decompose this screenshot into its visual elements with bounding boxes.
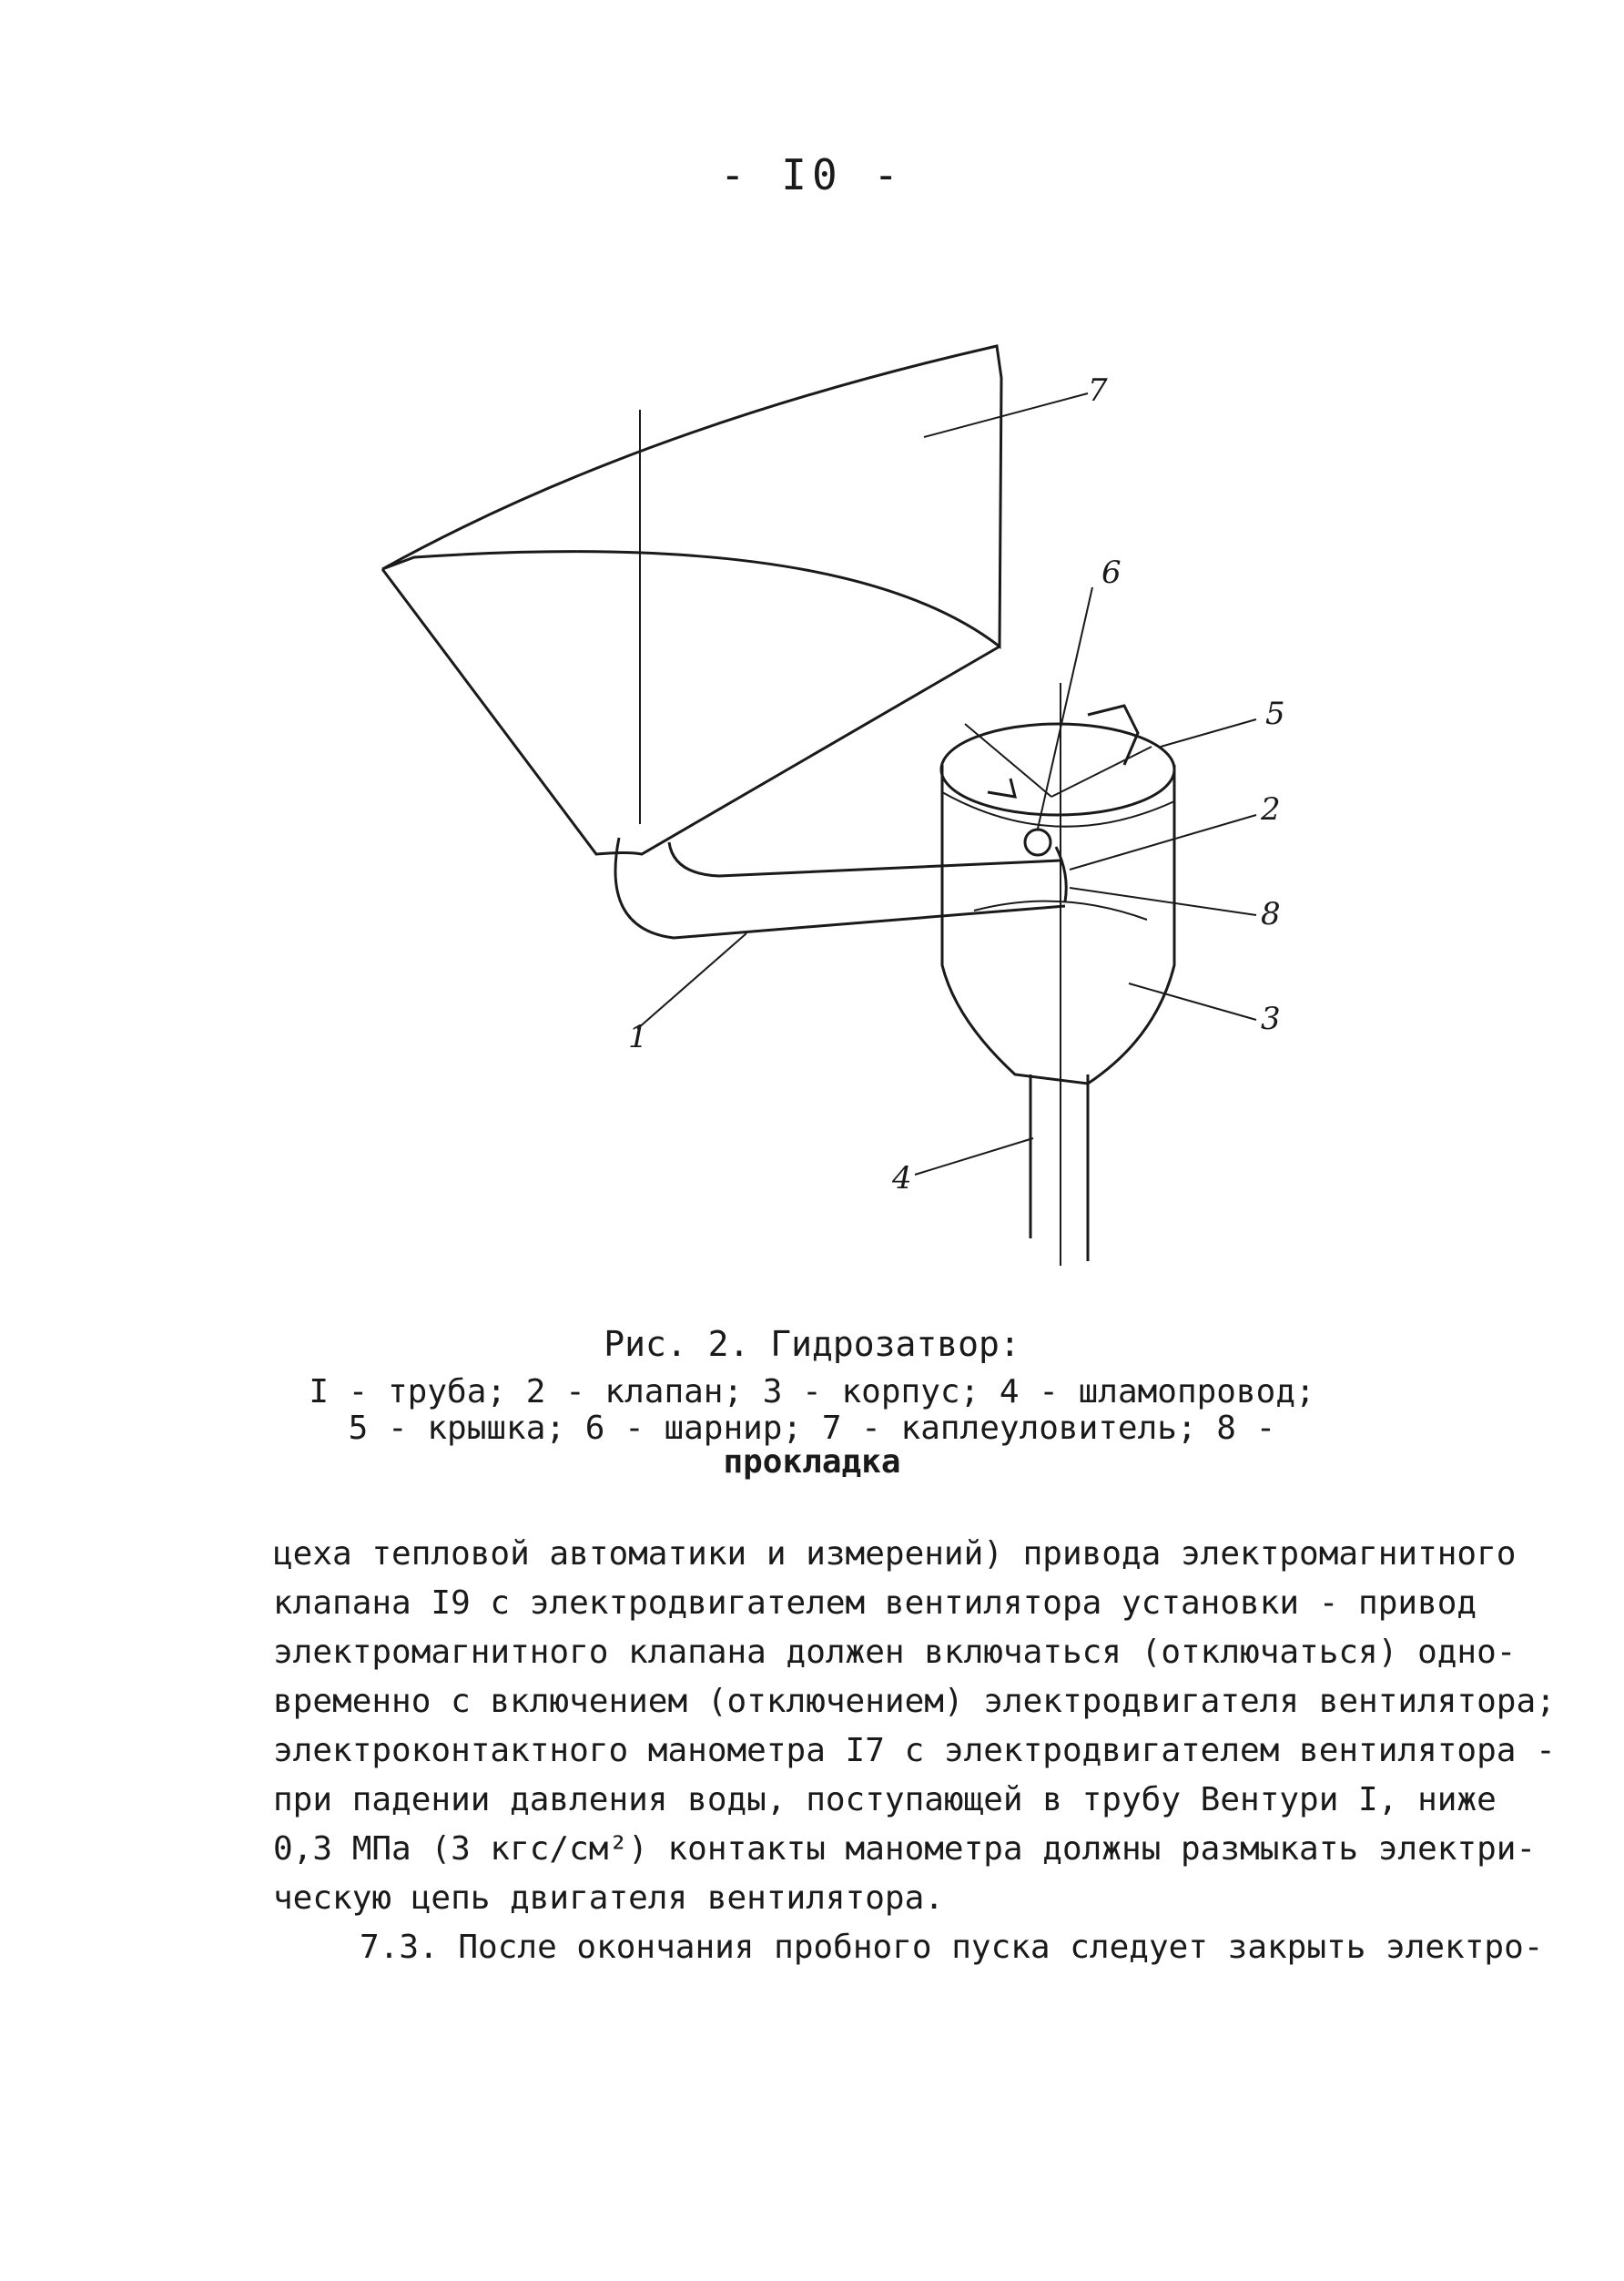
- figure-caption-line: 5 - крышка; 6 - шарнир; 7 - каплеуловитель; 8 -: [348, 1410, 1276, 1447]
- body-line: 7.3. После окончания пробного пуска следует закрыть электро-: [360, 1929, 1544, 1966]
- label-7: 7: [1088, 372, 1108, 409]
- body-line: цеха тепловой автоматики и измерений) привода электромагнитного: [273, 1535, 1517, 1573]
- label-6: 6: [1101, 555, 1122, 591]
- body-line: ческую цепь двигателя вентилятора.: [273, 1879, 944, 1917]
- figure-caption-line: прокладка: [723, 1443, 901, 1481]
- label-2: 2: [1261, 791, 1281, 828]
- body-line: при падении давления воды, поступающей в трубу Вентури I, ниже: [273, 1781, 1497, 1818]
- body-line: 0,3 МПа (3 кгс/см²) контакты манометра должны размыкать электри-: [273, 1830, 1537, 1868]
- body-line: электромагнитного клапана должен включаться (отключаться) одно-: [273, 1634, 1517, 1671]
- hydraulic-seal-figure: [346, 328, 1393, 1293]
- body-line: электроконтактного манометра I7 с электродвигателем вентилятора -: [273, 1732, 1556, 1769]
- body-line: клапана I9 с электродвигателем вентилятора установки - привод: [273, 1584, 1477, 1622]
- label-3: 3: [1261, 1001, 1281, 1037]
- label-8: 8: [1261, 896, 1281, 932]
- label-5: 5: [1265, 696, 1285, 732]
- label-4: 4: [892, 1160, 912, 1197]
- body-text: [273, 1530, 1556, 1972]
- body-line: временно с включением (отключением) электродвигателя вентилятора;: [273, 1683, 1556, 1720]
- figure-caption-title: Рис. 2. Гидрозатвор:: [604, 1324, 1020, 1364]
- figure-caption-line: I - труба; 2 - клапан; 3 - корпус; 4 - шламопровод;: [309, 1373, 1315, 1410]
- page-number: - I0 -: [719, 150, 905, 199]
- label-1: 1: [628, 1019, 648, 1055]
